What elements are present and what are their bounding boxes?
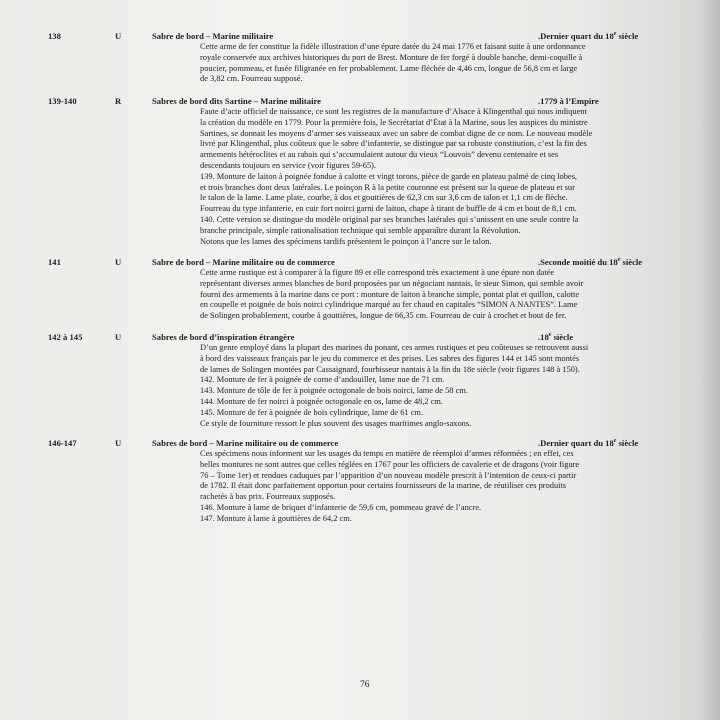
text-line: 144. Monture de fer noirci à poignée octogonale en os, lame de 48,2 cm. — [200, 396, 444, 406]
text-line: rachetés à bas prix. Fourreaux supposés. — [200, 492, 336, 502]
entry-date: .Dernier quart du 18e siècle — [538, 438, 639, 448]
text-line: en coupelle et poignée de bois noirci cylindrique marqué au fer chaud en capitales “SIMON A NANTES”. Lame — [200, 300, 578, 310]
text-line: Notons que les lames des spécimens tardifs présentent le poinçon à l’ancre sur le talon. — [200, 236, 492, 246]
catalog-entry-142-145 — [48, 332, 720, 429]
text-line: 145. Monture de fer à poignée de bois cylindrique, lame de 61 cm. — [200, 407, 424, 417]
text-line: 143. Monture de tôle de fer à poignée octogonale de bois noirci, lame de 58 cm. — [200, 386, 468, 396]
entry-title: Sabres de bord dits Sartine – Marine militaire — [152, 96, 321, 106]
entry-text — [148, 449, 720, 525]
text-line: armements hétéroclites et au rabais qui s’accumulaient autour du vieux “Louvois” devenu centenaire et ses — [200, 150, 559, 160]
text-line: de 1782. Il était donc parfaitement opportun pour certains fournisseurs de la marine, de réutiliser ces produits — [200, 481, 567, 491]
entry-number: 142 à 145 — [48, 332, 83, 342]
catalog-entry-138 — [48, 31, 720, 85]
rarity-code: U — [115, 332, 122, 342]
text-line: représentant diverses armes blanches de bord proposées par un négociant nantais, le sieur Simon, qui semble avoir — [200, 278, 584, 288]
entry-text — [148, 107, 720, 247]
rarity-code: U — [115, 438, 122, 448]
text-line: 147. Monture à lame à gouttières de 64,2 cm. — [200, 513, 352, 523]
entry-text — [148, 268, 720, 322]
text-line: la création du modèle en 1779. Pour la première fois, le Secrétariat d’État à la Marine, sous les auspices du ministre — [200, 117, 588, 127]
text-line: et trois branches dont deux latérales. Le poinçon R à la petite couronne est présent sur la queue de plateau et sur — [200, 182, 575, 192]
entry-number: 139-140 — [48, 96, 77, 106]
text-line: Cette arme de fer constitue la fidèle illustration d’une épure datée du 24 mai 1776 et faisant suite à une ordonnance — [200, 42, 586, 51]
entry-title: Sabres de bord – Marine militaire ou de commerce — [152, 438, 339, 448]
text-line: 140. Cette version se distingue du modèle original par ses branches latérales qui s’unissent en une seule contre la — [200, 214, 579, 224]
entry-title: Sabre de bord – Marine militaire — [152, 31, 274, 41]
entry-title: Sabre de bord – Marine militaire ou de commerce — [152, 257, 335, 267]
text-line: de 3,82 cm. Fourreau supposé. — [200, 74, 303, 84]
entry-date: .1779 à l’Empire — [538, 96, 599, 106]
text-line: livré par Klingenthal, plus coûteux que le sabre d’infanterie, se distingue par sa robuste constitution, c’est la fin des — [200, 139, 587, 149]
catalog-entry-141 — [48, 257, 720, 322]
text-line: 76 – Tome 1er) et rendues caduques par l’apparition d’un nouveau modèle prescrit à l’intention de ceux-ci partir — [200, 470, 577, 480]
text-line: Faute d’acte officiel de naissance, ce sont les registres de la manufacture d’Alsace à Klingenthal qui nous indiquent — [200, 107, 587, 116]
entry-date: .Dernier quart du 18e siècle — [538, 31, 639, 41]
text-line: fourni des armements à la marine dans ce port : monture de laiton à branche simple, pontat plat et quillon, calotte — [200, 289, 580, 299]
page-gutter-shadow — [698, 0, 720, 720]
text-line: à bord des vaisseaux français par le jeu du commerce et des prises. Les sabres des figures 144 et 145 sont montés — [200, 353, 580, 363]
entry-text — [148, 42, 720, 85]
text-line: Fourreau du type infanterie, en cuir fort noirci garni de laiton, chape à tirant de buffle de 4 cm et bout de 8,1 cm. — [200, 204, 577, 214]
rarity-code: U — [115, 31, 122, 41]
text-line: belles montures ne sont autres que celles réglées en 1767 pour les officiers de cavalerie et de dragons (voir figure — [200, 459, 580, 469]
text-line: D’un genre employé dans la plupart des marines du ponant, ces armes rustiques et peu coûteuses se retrouvent aussi — [200, 343, 589, 352]
entry-number: 138 — [48, 31, 61, 41]
entry-date: .18e siècle — [538, 332, 574, 342]
catalog-entry-146-147 — [48, 438, 720, 525]
rarity-code: U — [115, 257, 122, 267]
text-line: Ce style de fourniture ressort le plus souvent des usages maritimes anglo-saxons. — [200, 418, 472, 428]
page-number: 76 — [360, 680, 370, 690]
entry-text — [148, 343, 720, 429]
entry-title: Sabres de bord d’inspiration étrangère — [152, 332, 295, 342]
text-line: 142. Monture de fer à poignée de corne d’andouiller, lame nue de 71 cm. — [200, 375, 445, 385]
text-line: Ces spécimens nous informent sur les usages du temps en matière de réemploi d’armes réformées ; en effet, ces — [200, 449, 574, 458]
text-line: 146. Monture à lame de briquet d’infanterie de 59,6 cm, pommeau gravé de l’ancre. — [200, 502, 482, 512]
entry-number: 146-147 — [48, 438, 77, 448]
entry-date: .Seconde moitié du 18e siècle — [538, 257, 643, 267]
text-line: de Solingen probablement, courbe à gouttières, longue de 66,35 cm. Fourreau de cuir à crochet et bout de fer. — [200, 311, 567, 321]
text-line: 139. Monture de laiton à poignée fondue à calotte et vingt torons, pièce de garde en plateau palmé de cinq lobes, — [200, 171, 577, 181]
rarity-code: R — [115, 96, 122, 106]
text-line: descendants toujours en service (voir figures 59-65). — [200, 160, 377, 170]
text-line: Sartines, se donnait les moyens d’armer ses vaisseaux avec un sabre de combat digne de ce nom. Le nouveau modèle — [200, 128, 593, 138]
entry-number: 141 — [48, 257, 61, 267]
catalog-entry-139-140 — [48, 96, 720, 247]
text-line: poucier, pommeau, et fusée filigranée en fer probablement. Lame fléchée de 4,46 cm, longue de 56,8 cm et large — [200, 63, 578, 73]
text-line: Cette arme rustique est à comparer à la figure 89 et elle correspond très exactement à une épure non datée — [200, 268, 555, 277]
text-line: royale conservée aux archives historiques du port de Brest. Monture de fer forgé à double banche, demi-coquille à — [200, 52, 583, 62]
text-line: branche principale, simple rationalisation technique qui semble apparaître durant la Révolution. — [200, 225, 521, 235]
text-line: le talon de la lame. Lame plate, courbe, à dos et gouttières de 62,3 cm sur 3,6 cm de talon et 1,1 cm de flèche. — [200, 193, 568, 203]
text-line: de lames de Solingen montées par Cassaignard, fourbisseur nantais à la fin du 18e siècle (voir figures 148 à 150). — [200, 364, 580, 374]
